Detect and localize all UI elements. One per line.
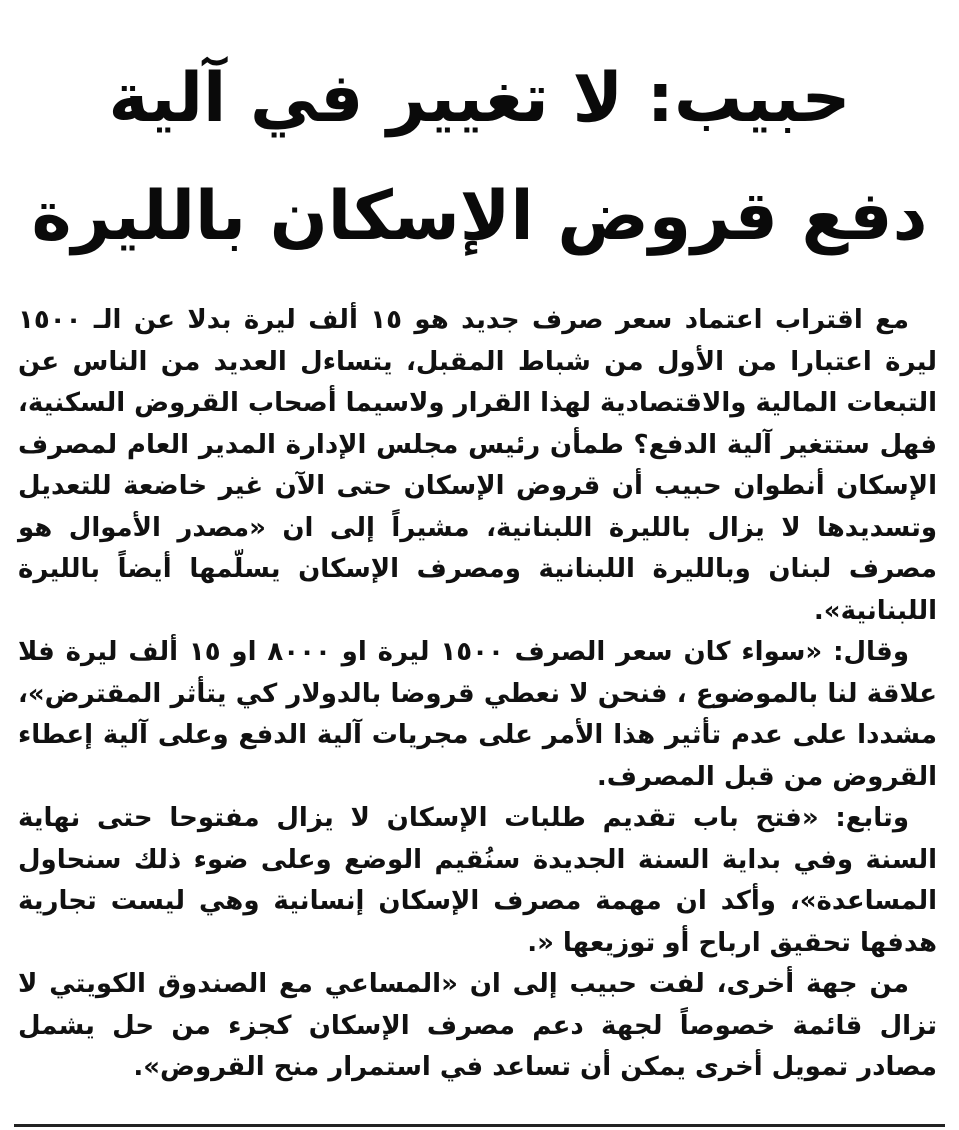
- headline-line-2: دفع قروض الإسكان بالليرة: [31, 177, 928, 256]
- article-paragraph-3: وتابع: «فتح باب تقديم طلبات الإسكان لا يزال مفتوحا حتى نهاية السنة وفي بداية السنة الجديدة سنُقيم الوضع وعلى ضوء ذلك سنحاول المساعدة»، وأكد ان مهمة مصرف الإسكان إنسانية وهي ليست تجارية هدفها تحقيق ارباح أو توزيعها «.: [18, 803, 937, 958]
- article-paragraph-2: وقال: «سواء كان سعر الصرف ١٥٠٠ ليرة او ٨٠٠٠ او ١٥ ألف ليرة فلا علاقة لنا بالموضوع ، فنحن لا نعطي قروضا بالدولار كي يتأثر المقترض»، مشددا على عدم تأثير هذا الأمر على مجريات آلية الدفع وعلى آلية إعطاء القروض من قبل المصرف.: [18, 637, 937, 792]
- headline-line-1: حبيب: لا تغيير في آلية: [108, 59, 851, 138]
- article-body: [18, 300, 937, 1089]
- article-headline: [30, 40, 929, 276]
- article-paragraph-4: من جهة أخرى، لفت حبيب إلى ان «المساعي مع الصندوق الكويتي لا تزال قائمة خصوصاً لجهة دعم مصرف الإسكان كجزء من حل يشمل مصادر تمويل أخرى يمكن أن تساعد في استمرار منح القروض».: [18, 969, 937, 1082]
- bottom-divider: [14, 1124, 945, 1127]
- article-paragraph-1: مع اقتراب اعتماد سعر صرف جديد هو ١٥ ألف ليرة بدلا عن الـ ١٥٠٠ ليرة اعتبارا من الأول من شباط المقبل، يتساءل العديد من الناس عن التبعات المالية والاقتصادية لهذا القرار ولاسيما أصحاب القروض السكنية، فهل ستتغير آلية الدفع؟ طمأن رئيس مجلس الإدارة المدير العام لمصرف الإسكان أنطوان حبيب أن قروض الإسكان حتى الآن غير خاضعة للتعديل وتسديدها لا يزال بالليرة اللبنانية، مشيراً إلى ان «مصدر الأموال هو مصرف لبنان وبالليرة اللبنانية ومصرف الإسكان يسلّمها أيضاً بالليرة اللبنانية».: [18, 305, 937, 626]
